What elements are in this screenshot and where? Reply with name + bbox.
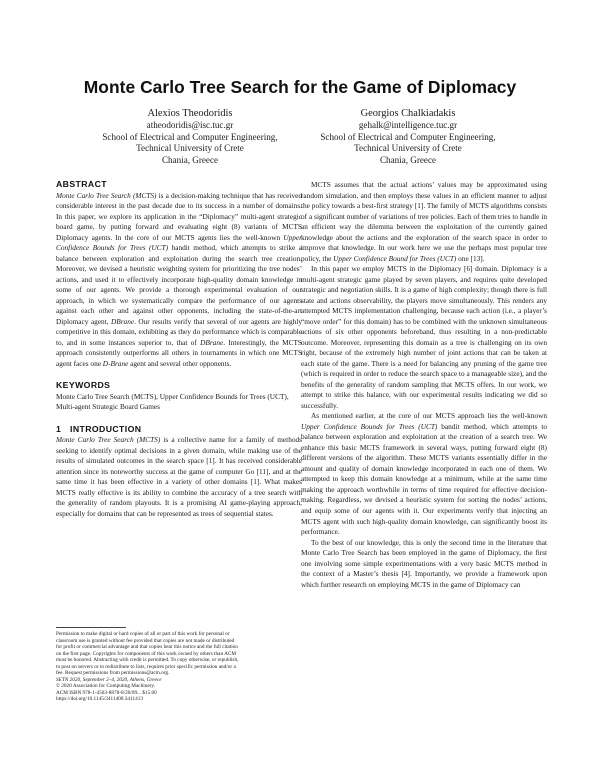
author-institution: Technical University of Crete xyxy=(354,143,462,154)
doi-link[interactable]: https://doi.org/10.1145/3411408.3411413 xyxy=(56,696,143,703)
introduction-paragraph: Monte Carlo Tree Search (MCTS) is a collective name for a family of methods seeking to identify optimal decisions in a given domain, while making use of the results of simulated outcomes in the search space [1]. It has received considerable attention since its noteworthy success at the game of computer Go [11], and at the same time it has been effective in a variety of other domains [1]. What makes MCTS really effective is its ability to combine the accuracy of a tree search with the generality of random playouts. It is a promising AI game-playing approach, especially for domains that can be represented as trees of sequential states. xyxy=(56,435,302,518)
left-column xyxy=(56,179,302,519)
abstract-lead: Monte Carlo Tree Search (MCTS) xyxy=(56,190,157,200)
author-name: Alexios Theodoridis xyxy=(147,108,233,119)
author-block-2 xyxy=(283,107,533,166)
body-paragraph-4: To the best of our knowledge, this is only the second time in the literature that Monte Carlo Tree Search has been employed in the game of Diplomacy, the first one involving some simple experimentations with a very basic MCTS method in the context of a Master’s thesis [4]. Importantly, we provide a framework upon which further research on employing MCTS in the game of Diplomacy can xyxy=(301,537,547,589)
copyright-footnote: Permission to make digital or hard copies of all or part of this work for personal or classroom use is granted without fee provided that copies are not made or distributed for profit or commercial advantage and that copies bear this notice and the full citation on the first page. Copyrights for components of this work owned by others than ACM must be honored. Abstracting with credit is permitted. To copy otherwise, or republish, to post on servers or to redistribute to lists, requires prior specific permission and/or a fee. Request permissions from permissions@acm.org. SETN 2020, September 2–4, 2020, Athens, Greece © 2020 Association for Computing Machinery. ACM ISBN 978-1-4503-8878-8/20/09... $15.00 https://doi.org/10.1145/3411408.3411413 xyxy=(56,631,302,703)
author-location: Chania, Greece xyxy=(379,154,437,165)
paper-title: Monte Carlo Tree Search for the Game of Diplomacy xyxy=(83,77,517,97)
conference-info: SETN 2020, September 2–4, 2020, Athens, Greece xyxy=(56,676,162,683)
author-affiliation: School of Electrical and Computer Engineering, xyxy=(102,131,278,142)
author-affiliation: School of Electrical and Computer Engineering, xyxy=(320,131,496,142)
introduction-heading: 1 INTRODUCTION xyxy=(56,423,142,434)
abstract-paragraph: Monte Carlo Tree Search (MCTS) is a decision-making technique that has received considerable interest in the past decade due to its success in a number of domains. In this paper, we explore its application in the “Diplomacy” multi-agent strategic board game, by putting forward and evaluating eight (8) variants of MCTS Diplomacy agents. In the core of our MCTS agents lies the well-known Upper Confidence Bounds for Trees (UCT) bandit method, which attempts to strike a balance between exploration and exploitation during the search tree creation. Moreover, we devised a heuristic weighting system for prioritizing the tree nodes’ actions, and used it to effectively incorporate high-quality domain knowledge in some of our agents. We provide a thorough experimental evaluation of our approach, in which we systematically compare the performance of our agents against each other and against other opponents, including the state-of-the-art Diplomacy agent, DBrane. Our results verify that several of our agents are highly competitive in this domain, exhibiting as they do performance which is comparable to, and in some instances superior to, that of DBrane. Interestingly, the MCTS approach consistently outperforms all others in tournaments in which one MCTS agent faces one D-Brane agent and several other opponents. xyxy=(56,190,303,368)
author-email: gehalk@intelligence.tuc.gr xyxy=(358,120,458,130)
author-block-1 xyxy=(65,107,315,166)
author-institution: Technical University of Crete xyxy=(136,143,244,154)
footnote-divider xyxy=(56,627,126,628)
body-paragraph-3: As mentioned earlier, at the core of our MCTS approach lies the well-known Upper Confidence Bounds for Trees (UCT) bandit method, which attempts to balance between exploration and exploitation at the creation of a search tree. We enhance this basic MCTS framework in several ways, putting forward eight (8) different versions of the algorithm. These MCTS variants essentially differ in the amount and quality of domain knowledge incorporated in each one of them. We attempted to keep this domain knowledge at a minimum, while at the same time making the approach worthwhile in terms of time required for effective decision-making. Regardless, we devised a heuristic system for sorting the nodes’ actions, and equip some of our agents with it. Our experiments verify that injecting an MCTS agent with such high-quality domain knowledge, can significantly boost its performance. xyxy=(301,411,547,537)
body-paragraph-1: MCTS assumes that the actual actions’ values may be approximated using random simulation, and then employs these values in an efficient manner to adjust the policy towards a best-first strategy [1]. The family of MCTS algorithms consists of a significant number of variations of tree policies. Each of them tries to handle in an efficient way the dilemma between the exploitation of the currently gained knowledge about the actions and the exploration of the search space in order to improve that knowledge. In our work here we use the perhaps most popular tree policy, the Upper Confidence Bound for Trees (UCT) one [13]. xyxy=(301,180,547,263)
author-email: atheodoridis@isc.tuc.gr xyxy=(146,120,234,130)
keywords-text: Monte Carlo Tree Search (MCTS), Upper Confidence Bounds for Trees (UCT), Multi-agent Strategic Board Games xyxy=(56,391,289,412)
keywords-heading: KEYWORDS xyxy=(56,380,111,391)
right-column xyxy=(301,180,547,590)
abstract-heading: ABSTRACT xyxy=(56,179,107,189)
body-paragraph-2: In this paper we employ MCTS in the Diplomacy [6] domain. Diplomacy is a multi-agent strategic game played by seven players, and requires quite developed strategic and negotiation skills. It is a game of high complexity; though there is full state and actions observability, the players move simultaneously. This renders any attempted MCTS implementation challenging, because each action (i.e., a player’s “move order” for this domain) has to be combined with the unknown simultaneous actions of six other opponents beforehand, thus resulting in a non-predictable outcome. Moreover, representing this domain as a tree is challenging on its own right, because of the extremely high number of joint actions that can be taken at each state of the game. There is a need for balancing any pruning of the game tree (which is required in order to reduce the search space to a manageable size), and the benefits of the generality of random sampling that MCTS offers. In our work, we attempt to strike this balance, with our experimental results indicating we did so successfully. xyxy=(301,264,547,410)
author-location: Chania, Greece xyxy=(161,154,219,165)
author-name: Georgios Chalkiadakis xyxy=(360,108,456,119)
